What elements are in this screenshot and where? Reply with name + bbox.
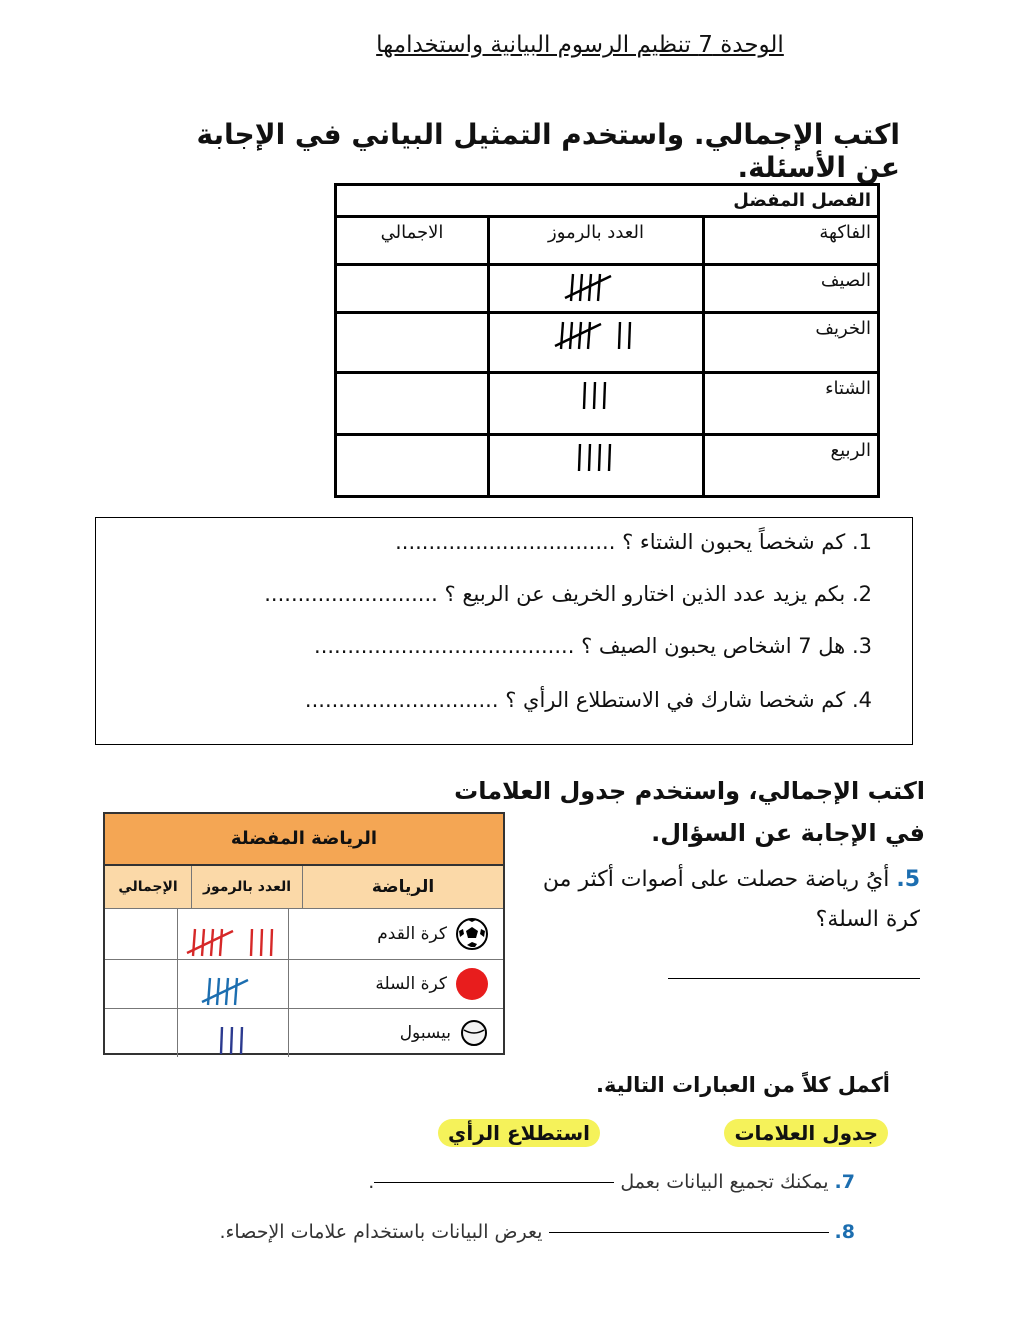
tally-stroke: [271, 929, 272, 956]
tally-stroke: [235, 978, 237, 1005]
instruction-2-line-1: اكتب الإجمالي، واستخدم جدول العلامات: [454, 777, 925, 805]
tally-stroke: [570, 322, 572, 349]
statement-number: 7.: [834, 1171, 855, 1193]
soccer-ball-icon: [455, 917, 489, 951]
total-input[interactable]: [105, 909, 177, 959]
tally-stroke: [599, 444, 600, 471]
season-label: الشتاء: [704, 373, 879, 435]
word-survey: استطلاع الرأي: [438, 1119, 600, 1147]
question-text: بكم يزيد عدد الذين اختارو الخريف عن الربيع ؟: [444, 582, 846, 606]
tally-stroke: [580, 274, 582, 301]
table-row: [105, 960, 503, 1009]
statement-text: يمكنك تجميع البيانات بعمل: [620, 1171, 829, 1193]
questions-box: [95, 517, 913, 745]
tally-marks: [496, 270, 696, 304]
question-number: 4.: [851, 688, 872, 712]
total-input[interactable]: [336, 435, 489, 497]
tally-stroke: [208, 978, 210, 1005]
tally-stroke: [221, 1027, 222, 1054]
tally-cell: [489, 313, 704, 373]
tally-stroke: [598, 274, 600, 301]
total-input[interactable]: [105, 1009, 177, 1057]
tally-svg: [185, 925, 281, 959]
tally-cell: [489, 435, 704, 497]
sports-table-title: الرياضة المفضلة: [105, 814, 503, 866]
complete-title: أكمل كلاً من العبارات التالية.: [595, 1073, 890, 1097]
statement-7: 7. يمكنك تجميع البيانات بعمل .: [368, 1171, 855, 1193]
question-number: 5.: [896, 867, 920, 892]
answer-blank[interactable]: ..........................: [264, 582, 438, 606]
header-fruit: الفاكهة: [704, 217, 879, 265]
tally-stroke: [241, 1027, 242, 1054]
tally-stroke: [584, 382, 585, 409]
table-row: [336, 313, 879, 373]
tally-svg: [553, 318, 639, 352]
instruction-2: [440, 770, 925, 854]
answer-blank[interactable]: [549, 1232, 829, 1233]
table-row: [105, 1009, 503, 1057]
question-2: [264, 582, 872, 606]
instruction-1: اكتب الإجمالي. واستخدم التمثيل البياني في الإجابة عن الأسئلة.: [196, 118, 900, 184]
tally-svg: [563, 270, 629, 304]
sport-cell: [288, 909, 503, 959]
question-3: [314, 634, 872, 658]
statement-text: يعرض البيانات باستخدام علامات الإحصاء.: [219, 1221, 543, 1243]
word-tally-chart: جدول العلامات: [724, 1119, 888, 1147]
tally-stroke: [571, 274, 573, 301]
header-total: الاجمالي: [336, 217, 489, 265]
total-input[interactable]: [336, 313, 489, 373]
tally-stroke: [561, 322, 563, 349]
sports-header-row: [105, 866, 503, 909]
tally-stroke: [579, 444, 580, 471]
question-text: أيُ رياضة حصلت على أصوات أكثر من كرة السلة؟: [542, 867, 920, 932]
total-input[interactable]: [105, 960, 177, 1008]
season-label: الربيع: [704, 435, 879, 497]
tally-stroke: [193, 929, 195, 956]
season-label: الصيف: [704, 265, 879, 313]
total-input[interactable]: [336, 265, 489, 313]
tally-stroke: [629, 322, 630, 349]
table-row: [336, 435, 879, 497]
answer-blank[interactable]: .............................: [304, 688, 499, 712]
tally-cell: [177, 909, 288, 959]
table-row: [336, 373, 879, 435]
table-row: [336, 265, 879, 313]
tally-marks: [185, 909, 281, 959]
tally-stroke: [217, 978, 219, 1005]
tally-cell: [177, 960, 288, 1008]
tally-stroke: [261, 929, 262, 956]
instruction-2-line-2: في الإجابة عن السؤال.: [651, 819, 925, 847]
tally-cell: [177, 1009, 288, 1057]
tally-stroke: [202, 929, 204, 956]
tally-stroke: [251, 929, 252, 956]
tally-marks: [215, 1009, 251, 1057]
question-4: [305, 688, 872, 712]
tally-svg: [573, 440, 619, 474]
table-row: [105, 909, 503, 960]
basketball-icon: [455, 967, 489, 1001]
question-1: [395, 530, 872, 554]
sport-label: كرة السلة: [375, 974, 447, 994]
tally-stroke: [604, 382, 605, 409]
tally-stroke: [609, 444, 610, 471]
answer-blank[interactable]: .......................................: [314, 634, 575, 658]
tally-marks: [496, 378, 696, 412]
total-input[interactable]: [336, 373, 489, 435]
sport-label: بيسبول: [399, 1023, 451, 1043]
season-label: الخريف: [704, 313, 879, 373]
question-number: 3.: [851, 634, 872, 658]
tally-svg: [215, 1023, 251, 1057]
baseball-icon: [459, 1018, 489, 1048]
favorite-sport-table: [103, 812, 505, 1055]
sport-cell: [288, 960, 503, 1008]
unit-title: الوحدة 7 تنظيم الرسوم البيانية واستخدامها: [376, 32, 784, 58]
tally-marks: [496, 318, 696, 352]
tally-stroke: [231, 1027, 232, 1054]
question-number: 2.: [851, 582, 872, 606]
question-text: كم شخصا شارك في الاستطلاع الرأي ؟: [505, 688, 846, 712]
header-tally: العدد بالرموز: [191, 866, 302, 908]
header-total: الإجمالي: [118, 879, 178, 895]
sport-cell: [288, 1009, 503, 1057]
complete-statements-section: [103, 1063, 900, 1275]
tally-stroke: [588, 322, 590, 349]
sport-label: كرة القدم: [377, 924, 447, 944]
question-text: كم شخصاً يحبون الشتاء ؟: [622, 530, 846, 554]
tally-marks: [200, 960, 266, 1008]
tally-stroke: [594, 382, 595, 409]
header-tally: العدد بالرموز: [489, 217, 704, 265]
tally-svg: [578, 378, 614, 412]
tally-stroke: [619, 322, 620, 349]
favorite-season-table: [334, 183, 880, 498]
answer-blank[interactable]: [374, 1182, 614, 1183]
statement-number: 8.: [834, 1221, 855, 1243]
header-sport: الرياضة: [302, 866, 503, 908]
tally-stroke: [220, 929, 222, 956]
tally-cell: [489, 265, 704, 313]
statement-8: [219, 1221, 855, 1243]
table-title: الفصل المفضل: [336, 185, 879, 217]
question-5: [540, 860, 920, 940]
tally-stroke: [589, 444, 590, 471]
question-number: 1.: [851, 530, 872, 554]
question-text: هل 7 اشخاص يحبون الصيف ؟: [581, 634, 846, 658]
answer-blank[interactable]: .................................: [395, 530, 616, 554]
tally-marks: [496, 440, 696, 474]
tally-cell: [489, 373, 704, 435]
answer-line-5[interactable]: [668, 978, 920, 979]
tally-svg: [200, 974, 266, 1008]
